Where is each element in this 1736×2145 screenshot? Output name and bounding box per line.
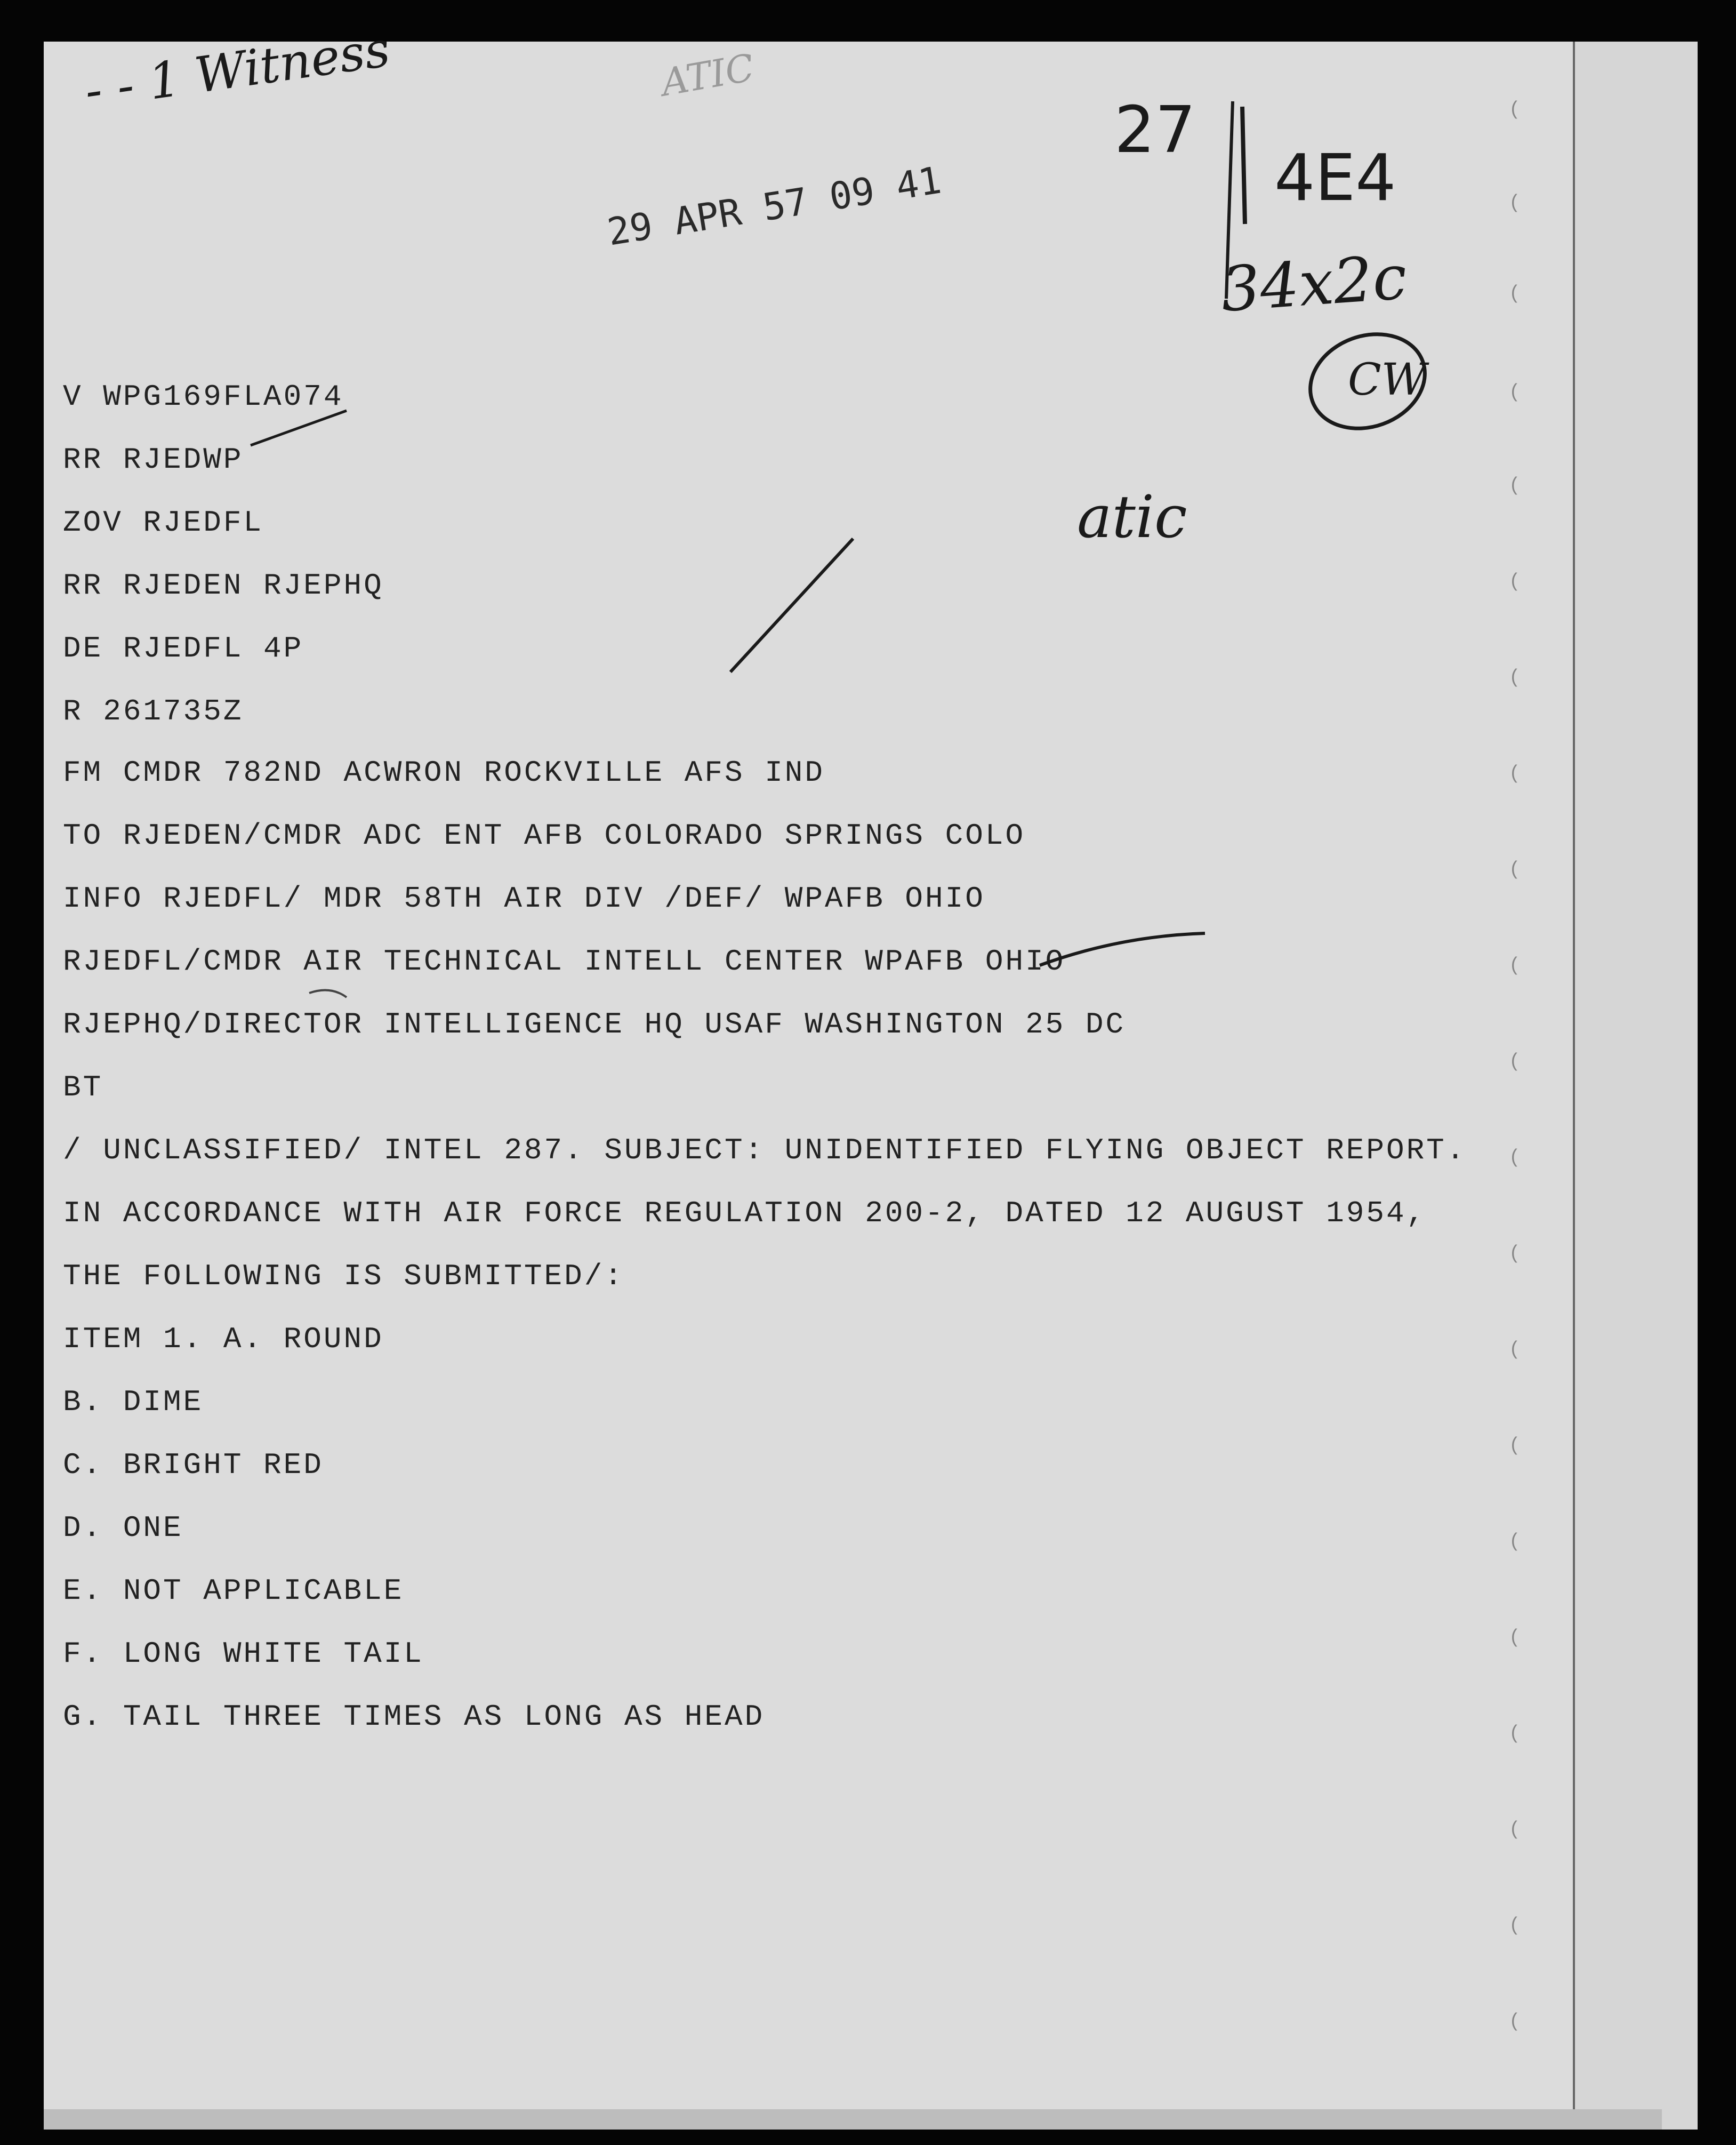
subject-line: / UNCLASSIFIED/ INTEL 287. SUBJECT: UNIDENTIFIED FLYING OBJECT REPORT.: [63, 1133, 1467, 1167]
sprocket-hole: (: [1509, 1051, 1521, 1072]
sprocket-hole: (: [1509, 1531, 1521, 1552]
page-number: 27: [1114, 93, 1196, 167]
witness-note: - - 1 Witness: [81, 20, 393, 120]
to-line: TO RJEDEN/CMDR ADC ENT AFB COLORADO SPRINGS COLO: [63, 819, 1026, 853]
routing-line: RR RJEDEN RJEPHQ: [63, 569, 384, 603]
sprocket-hole: (: [1509, 2011, 1521, 2032]
sprocket-hole: (: [1509, 475, 1521, 497]
info-line: INFO RJEDFL/ MDR 58TH AIR DIV /DEF/ WPAFB OHIO: [63, 882, 985, 916]
sprocket-hole: (: [1509, 99, 1521, 121]
routing-line: ZOV RJEDFL: [63, 506, 264, 540]
teletype-margin-strip: [1573, 42, 1698, 2130]
body-line: IN ACCORDANCE WITH AIR FORCE REGULATION 200-2, DATED 12 AUGUST 1954,: [63, 1196, 1427, 1230]
item-line: ITEM 1. A. ROUND: [63, 1322, 384, 1356]
initials: CW: [1348, 355, 1427, 405]
sprocket-hole: (: [1509, 283, 1521, 305]
sprocket-hole: (: [1509, 1435, 1521, 1456]
sprocket-hole: (: [1509, 1243, 1521, 1264]
routing-line: V WPG169FLA074: [63, 380, 344, 414]
sprocket-hole: (: [1509, 381, 1521, 403]
sprocket-hole: (: [1509, 192, 1521, 214]
item-line: G. TAIL THREE TIMES AS LONG AS HEAD: [63, 1700, 765, 1734]
item-line: E. NOT APPLICABLE: [63, 1574, 404, 1608]
sprocket-hole: (: [1509, 571, 1521, 593]
reference-34x2c: 34x2c: [1218, 241, 1410, 326]
sprocket-hole: (: [1509, 1819, 1521, 1840]
bottom-edge: [44, 2109, 1662, 2130]
sprocket-hole: (: [1509, 859, 1521, 881]
info-line: RJEDFL/CMDR AIR TECHNICAL INTELL CENTER WPAFB OHIO: [63, 945, 1066, 979]
sprocket-hole: (: [1509, 763, 1521, 785]
item-line: F. LONG WHITE TAIL: [63, 1637, 424, 1671]
atic-note: atic: [1077, 483, 1187, 551]
item-line: D. ONE: [63, 1511, 183, 1545]
break-line: BT: [63, 1070, 103, 1104]
sprocket-hole: (: [1509, 667, 1521, 689]
sprocket-hole: (: [1509, 1339, 1521, 1360]
received-stamp: 29 APR 57 09 41: [604, 158, 944, 254]
sprocket-hole: (: [1509, 1627, 1521, 1648]
from-line: FM CMDR 782ND ACWRON ROCKVILLE AFS IND: [63, 756, 825, 790]
sprocket-hole: (: [1509, 1723, 1521, 1744]
item-line: B. DIME: [63, 1385, 204, 1419]
item-line: C. BRIGHT RED: [63, 1448, 324, 1482]
body-line: THE FOLLOWING IS SUBMITTED/:: [63, 1259, 624, 1293]
routing-line: RR RJEDWP: [63, 443, 244, 477]
reference-4e4: 4E4: [1274, 141, 1396, 215]
sprocket-hole: (: [1509, 1915, 1521, 1936]
faint-handwriting: ATIC: [658, 45, 758, 105]
dtg-line: R 261735Z: [63, 694, 244, 729]
info-line: RJEPHQ/DIRECTOR INTELLIGENCE HQ USAF WASHINGTON 25 DC: [63, 1007, 1126, 1042]
sprocket-hole: (: [1509, 955, 1521, 977]
sprocket-hole: (: [1509, 1147, 1521, 1168]
routing-line: DE RJEDFL 4P: [63, 631, 304, 666]
